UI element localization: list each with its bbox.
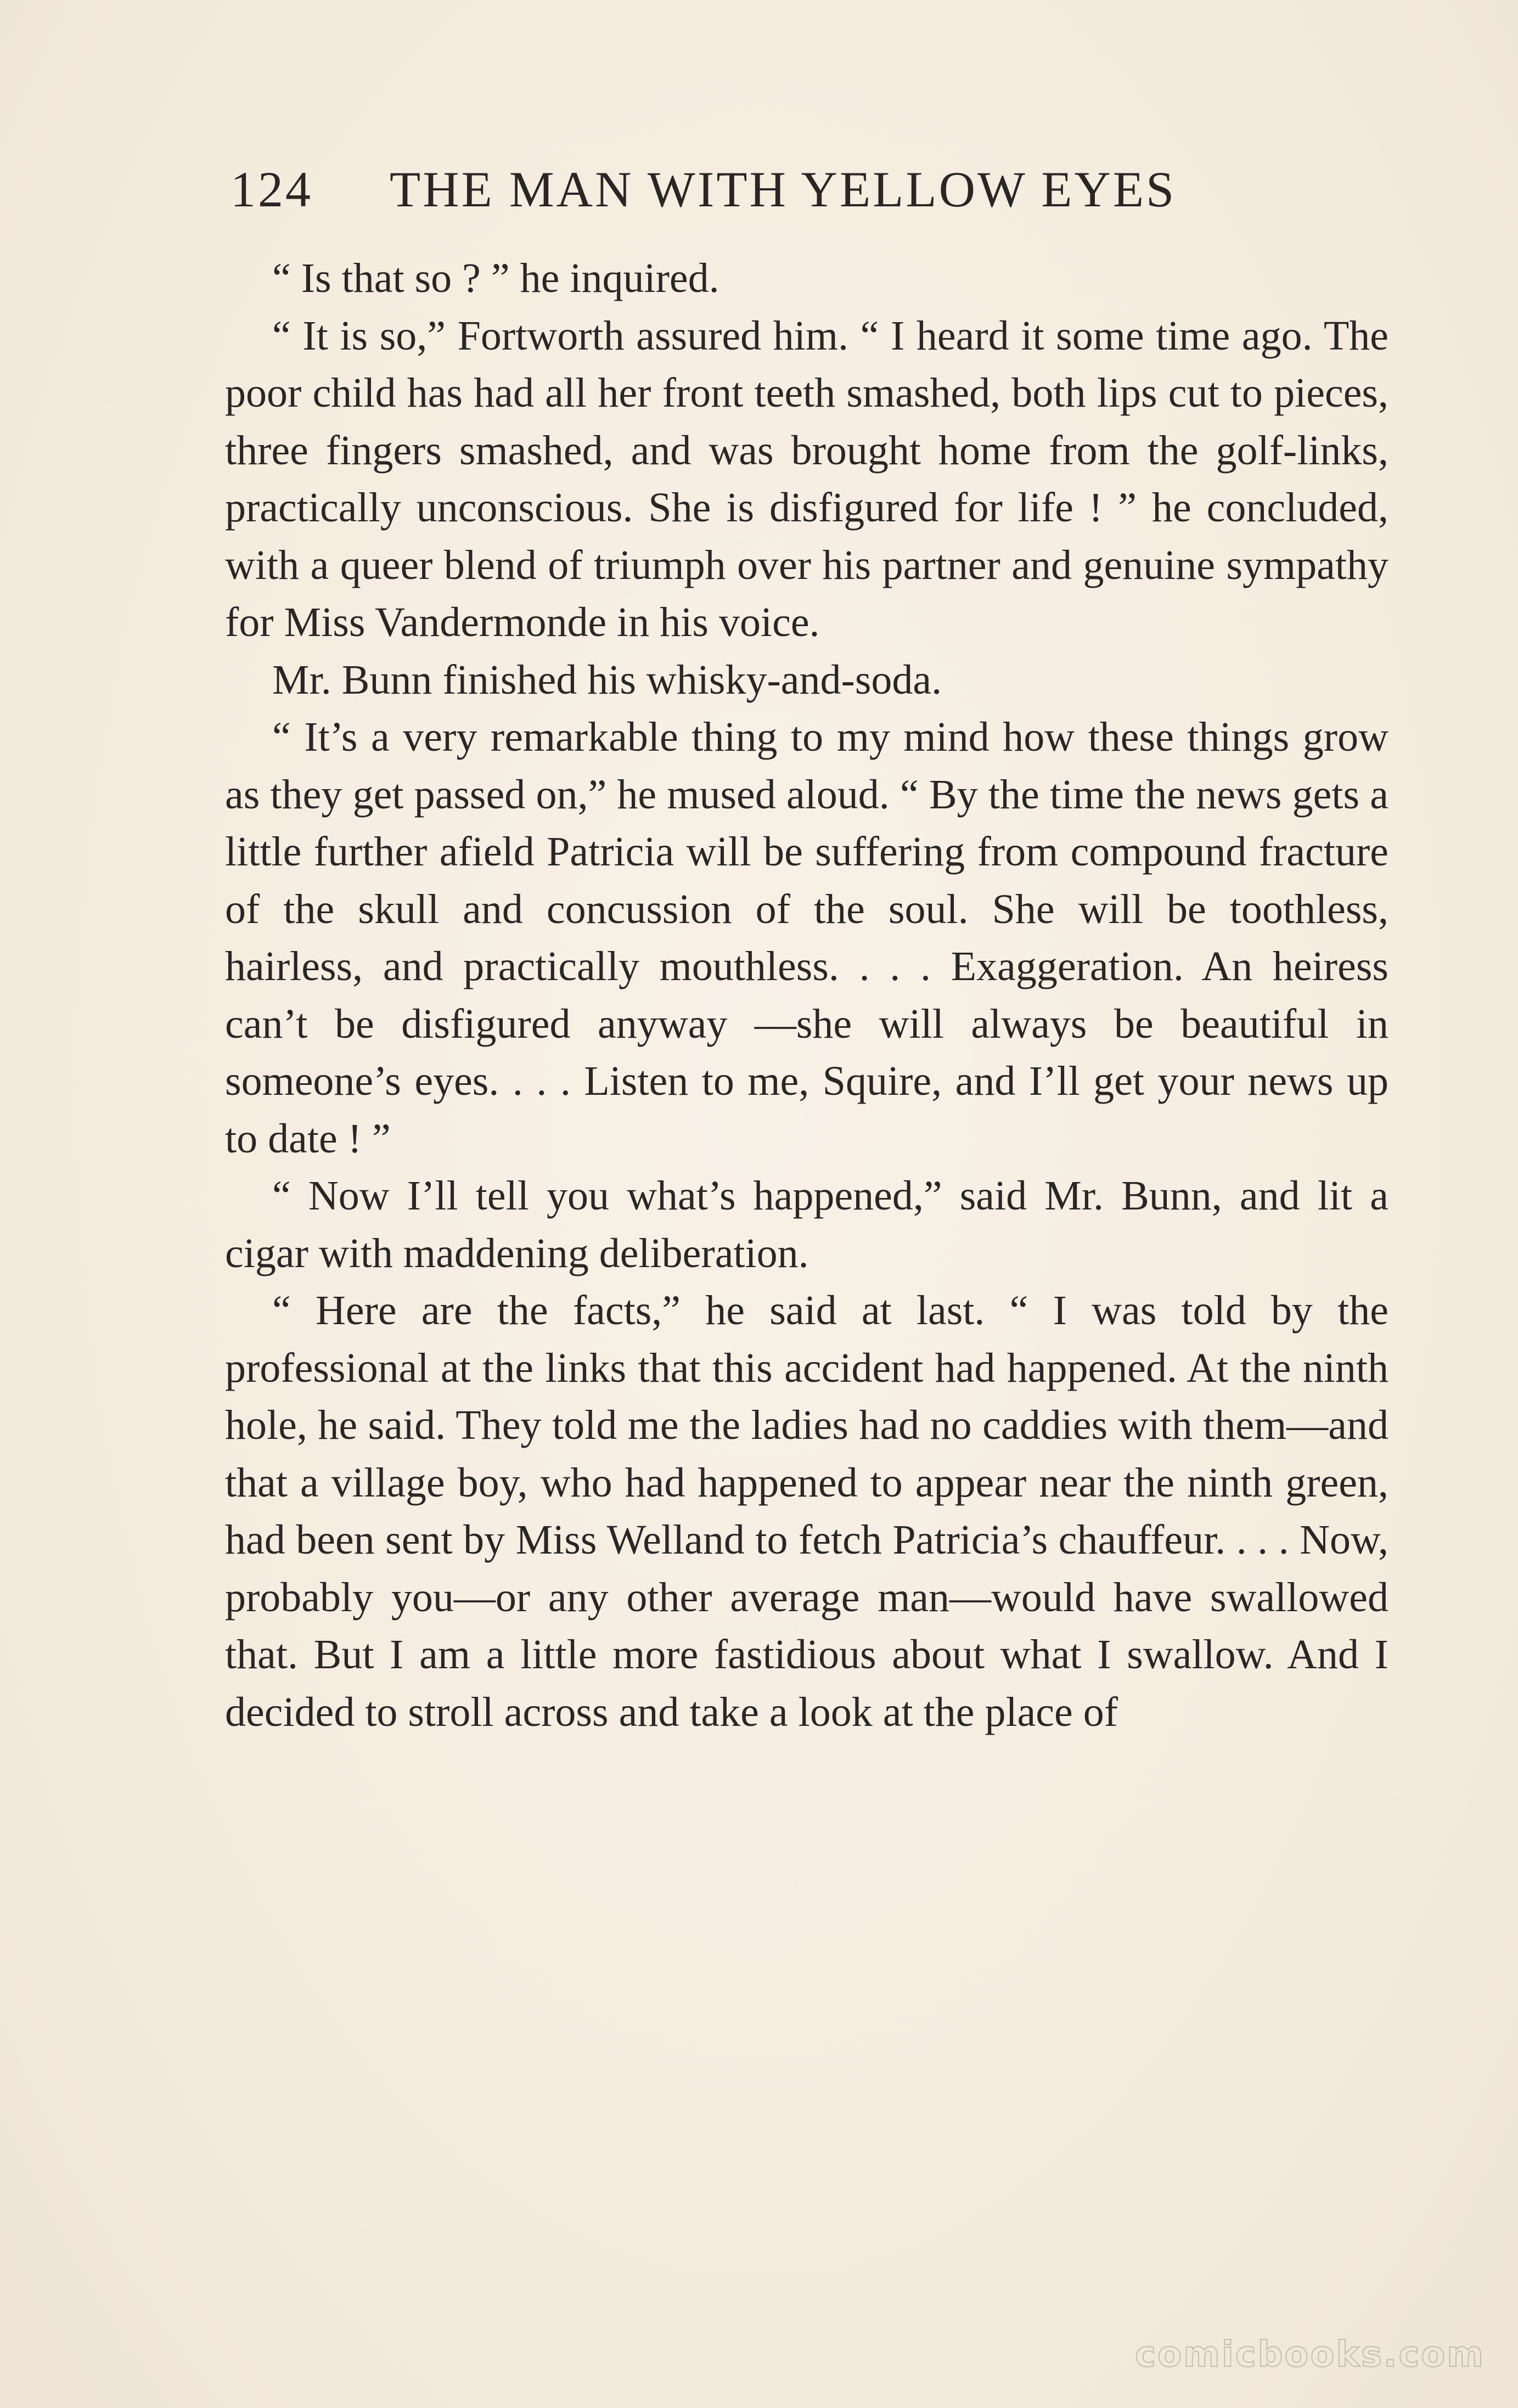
book-title: THE MAN WITH YELLOW EYES <box>390 161 1177 217</box>
paragraph: “ Is that so ? ” he inquired. <box>272 255 719 301</box>
running-head <box>230 159 1235 220</box>
paragraph: “ It is so,” Fortworth assured him. “ I heard it some time ago. The poor child has had all her front teeth smashed, both lips cut to pieces, three fingers smashed, and was brought home from the golf-links, practically unconscious. She is disfigured for life ! ” he concluded, with a queer blend of triumph over his partner and genuine sympathy for Miss Vandermonde in his voice. <box>225 312 1388 645</box>
body-text <box>225 250 1388 1741</box>
page-number: 124 <box>230 161 313 217</box>
paragraph: “ It’s a very remarkable thing to my mind how these things grow as they get passed on,” he mused aloud. “ By the time the news gets a little further afield Patricia will be suffering from compound fracture of the skull and concussion of the soul. She will be toothless, hairless, and practically mouthless. . . . Exaggeration. An heiress can’t be disfigured anyway —she will always be beautiful in someone’s eyes. . . . Listen to me, Squire, and I’ll get your news up to date ! ” <box>225 714 1388 1162</box>
watermark: comicbooks.com <box>1135 2334 1485 2375</box>
paragraph: Mr. Bunn finished his whisky-and-soda. <box>272 656 942 703</box>
paragraph: “ Now I’ll tell you what’s happened,” said Mr. Bunn, and lit a cigar with maddening deliberation. <box>225 1173 1388 1276</box>
paragraph: “ Here are the facts,” he said at last. “ I was told by the professional at the links that this accident had happened. At the ninth hole, he said. They told me the ladies had no caddies with them—and that a village boy, who had happened to appear near the ninth green, had been sent by Miss Welland to fetch Patricia’s chauffeur. . . . Now, probably you—or any other average man—would have swallowed that. But I am a little more fastidious about what I swallow. And I decided to stroll across and take a look at the place of <box>225 1287 1388 1735</box>
